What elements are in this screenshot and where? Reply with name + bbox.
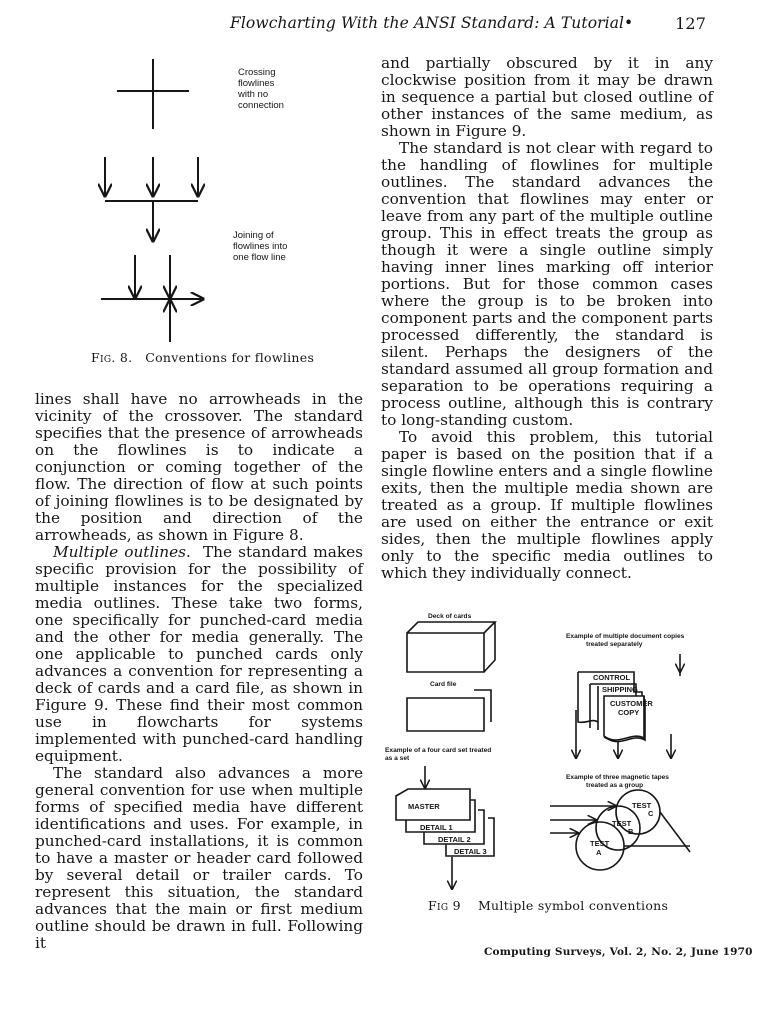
tape-c-label-line: C [648, 809, 654, 818]
joining-label-line: flowlines into [233, 241, 288, 252]
tape-b-label [612, 819, 634, 836]
figure-8-caption [91, 350, 314, 365]
tape-a-label-line: TEST [590, 839, 610, 848]
left-paragraph-2-text: The standard makes specific provision for the possibility of multiple instances for the specialized media outlines. These take two forms, one specifically for punched-card media and the other for media generally. The one applicable to punched cards only advances a convention for representing a deck of cards and a card file, as shown in Figure 9. These find their most common use in flowcharts for systems implemented with punched-card handling equipment. [35, 543, 363, 765]
card-set-label [385, 747, 493, 762]
figure-9-caption-text: Multiple symbol conventions [477, 898, 669, 913]
joining-label-line: Joining of [233, 230, 274, 241]
card-set-label-line: Example of a four card set treated [385, 747, 492, 754]
doc-customer-label-line: CUSTOMER [610, 699, 653, 708]
crossing-label-line: connection [238, 100, 284, 111]
joining-label-line: one flow line [233, 252, 286, 263]
left-paragraph-2 [35, 544, 363, 765]
tape-b-label-line: B [628, 827, 634, 836]
tapes-label [566, 774, 671, 789]
figure-9-diagram [380, 606, 720, 904]
crossing-label [237, 67, 284, 111]
doc-shipping-label: SHIPPING [602, 685, 638, 694]
deck-of-cards-symbol [407, 622, 495, 672]
doc-customer-label [610, 699, 655, 717]
doc-copies-label-line: treated separately [586, 641, 643, 648]
card-file-label: Card file [430, 681, 457, 688]
figure-9-caption [428, 898, 668, 913]
multiple-outlines-heading: Multiple outlines. [53, 543, 191, 561]
right-paragraph-1: and partially obscured by it in any clockwise position from it may be drawn in sequence a partial but closed outline of other instances of the same medium, as shown in Figure 9. [381, 54, 713, 140]
journal-footer: Computing Surveys, Vol. 2, No. 2, June 1970 [484, 946, 753, 958]
doc-copies-label-line: Example of multiple document copies [566, 633, 685, 640]
card-detail2-label: DETAIL 2 [438, 835, 471, 844]
figure-8-caption-prefix: Fig. 8. [91, 350, 133, 365]
doc-control-label: CONTROL [593, 673, 631, 682]
tapes-label-line: treated as a group [586, 782, 644, 789]
card-detail1-label: DETAIL 1 [420, 823, 453, 832]
figure-8-diagram [85, 55, 325, 345]
running-head-separator: • [624, 14, 634, 32]
running-head-title: Flowcharting With the ANSI Standard: A Tutorial [230, 14, 625, 32]
right-paragraph-3: To avoid this problem, this tutorial paper is based on the position that if a single flowline enters and a single flowline exits, then the multiple media shown are treated as a group. If multiple flowlines are used on either the entrance or exit sides, then the multiple flowlines apply only to the specific media outlines to which they individually connect. [381, 428, 713, 582]
figure-9-caption-prefix: Fig 9 [428, 898, 461, 913]
left-column [35, 391, 363, 952]
left-paragraph-3: The standard also advances a more general convention for use when multiple forms of specified media have different identifications and uses. For example, in punched-card installations, it is common to have a master or header card followed by several detail or trailer cards. To represent this situation, the standard advances that the main or first medium outline should be drawn in full. Following it [35, 764, 363, 952]
tapes-label-line: Example of three magnetic tapes [566, 774, 669, 781]
right-paragraph-2: The standard is not clear with regard to the handling of flowlines for multiple outlines. The standard advances the convention that flowlines may enter or leave from any part of the multiple outline group. This in effect treats the group as though it were a single outline simply having inner lines marking off interior portions. But for those common cases where the group is to be broken into component parts and the component parts processed differently, the standard is silent. Perhaps the designers of the standard assumed all group formation and separation to be operations requiring a process outline, although this is contrary to long-standing custom. [381, 139, 713, 429]
doc-customer-label-line: COPY [618, 708, 640, 717]
crossing-label-line: Crossing [238, 67, 276, 78]
tape-a-label-line: A [596, 848, 602, 857]
joining-label [233, 230, 290, 263]
running-head [230, 14, 712, 32]
crossing-label-line: with no [238, 89, 269, 100]
left-paragraph-1: lines shall have no arrowheads in the vicinity of the crossover. The standard specifies that the presence of arrowheads on the flowlines is to indicate a conjunction or coming together of the flow. The direction of flow at such points of joining flowlines is to be designated by the position and direction of the arrowheads, as shown in Figure 8. [35, 390, 363, 544]
card-detail3-label: DETAIL 3 [454, 847, 487, 856]
card-file-symbol [407, 690, 491, 731]
right-column [381, 55, 713, 582]
deck-of-cards-label: Deck of cards [428, 613, 472, 620]
doc-copies-label [566, 633, 686, 648]
card-master-label: MASTER [408, 802, 440, 811]
figure-8-caption-text: Conventions for flowlines [145, 350, 315, 365]
page-number: 127 [675, 14, 706, 33]
card-set-label-line: as a set [385, 755, 410, 762]
tape-b-label-line: TEST [612, 819, 632, 828]
tape-c-label-line: TEST [632, 801, 652, 810]
crossing-label-line: flowlines [238, 78, 275, 89]
